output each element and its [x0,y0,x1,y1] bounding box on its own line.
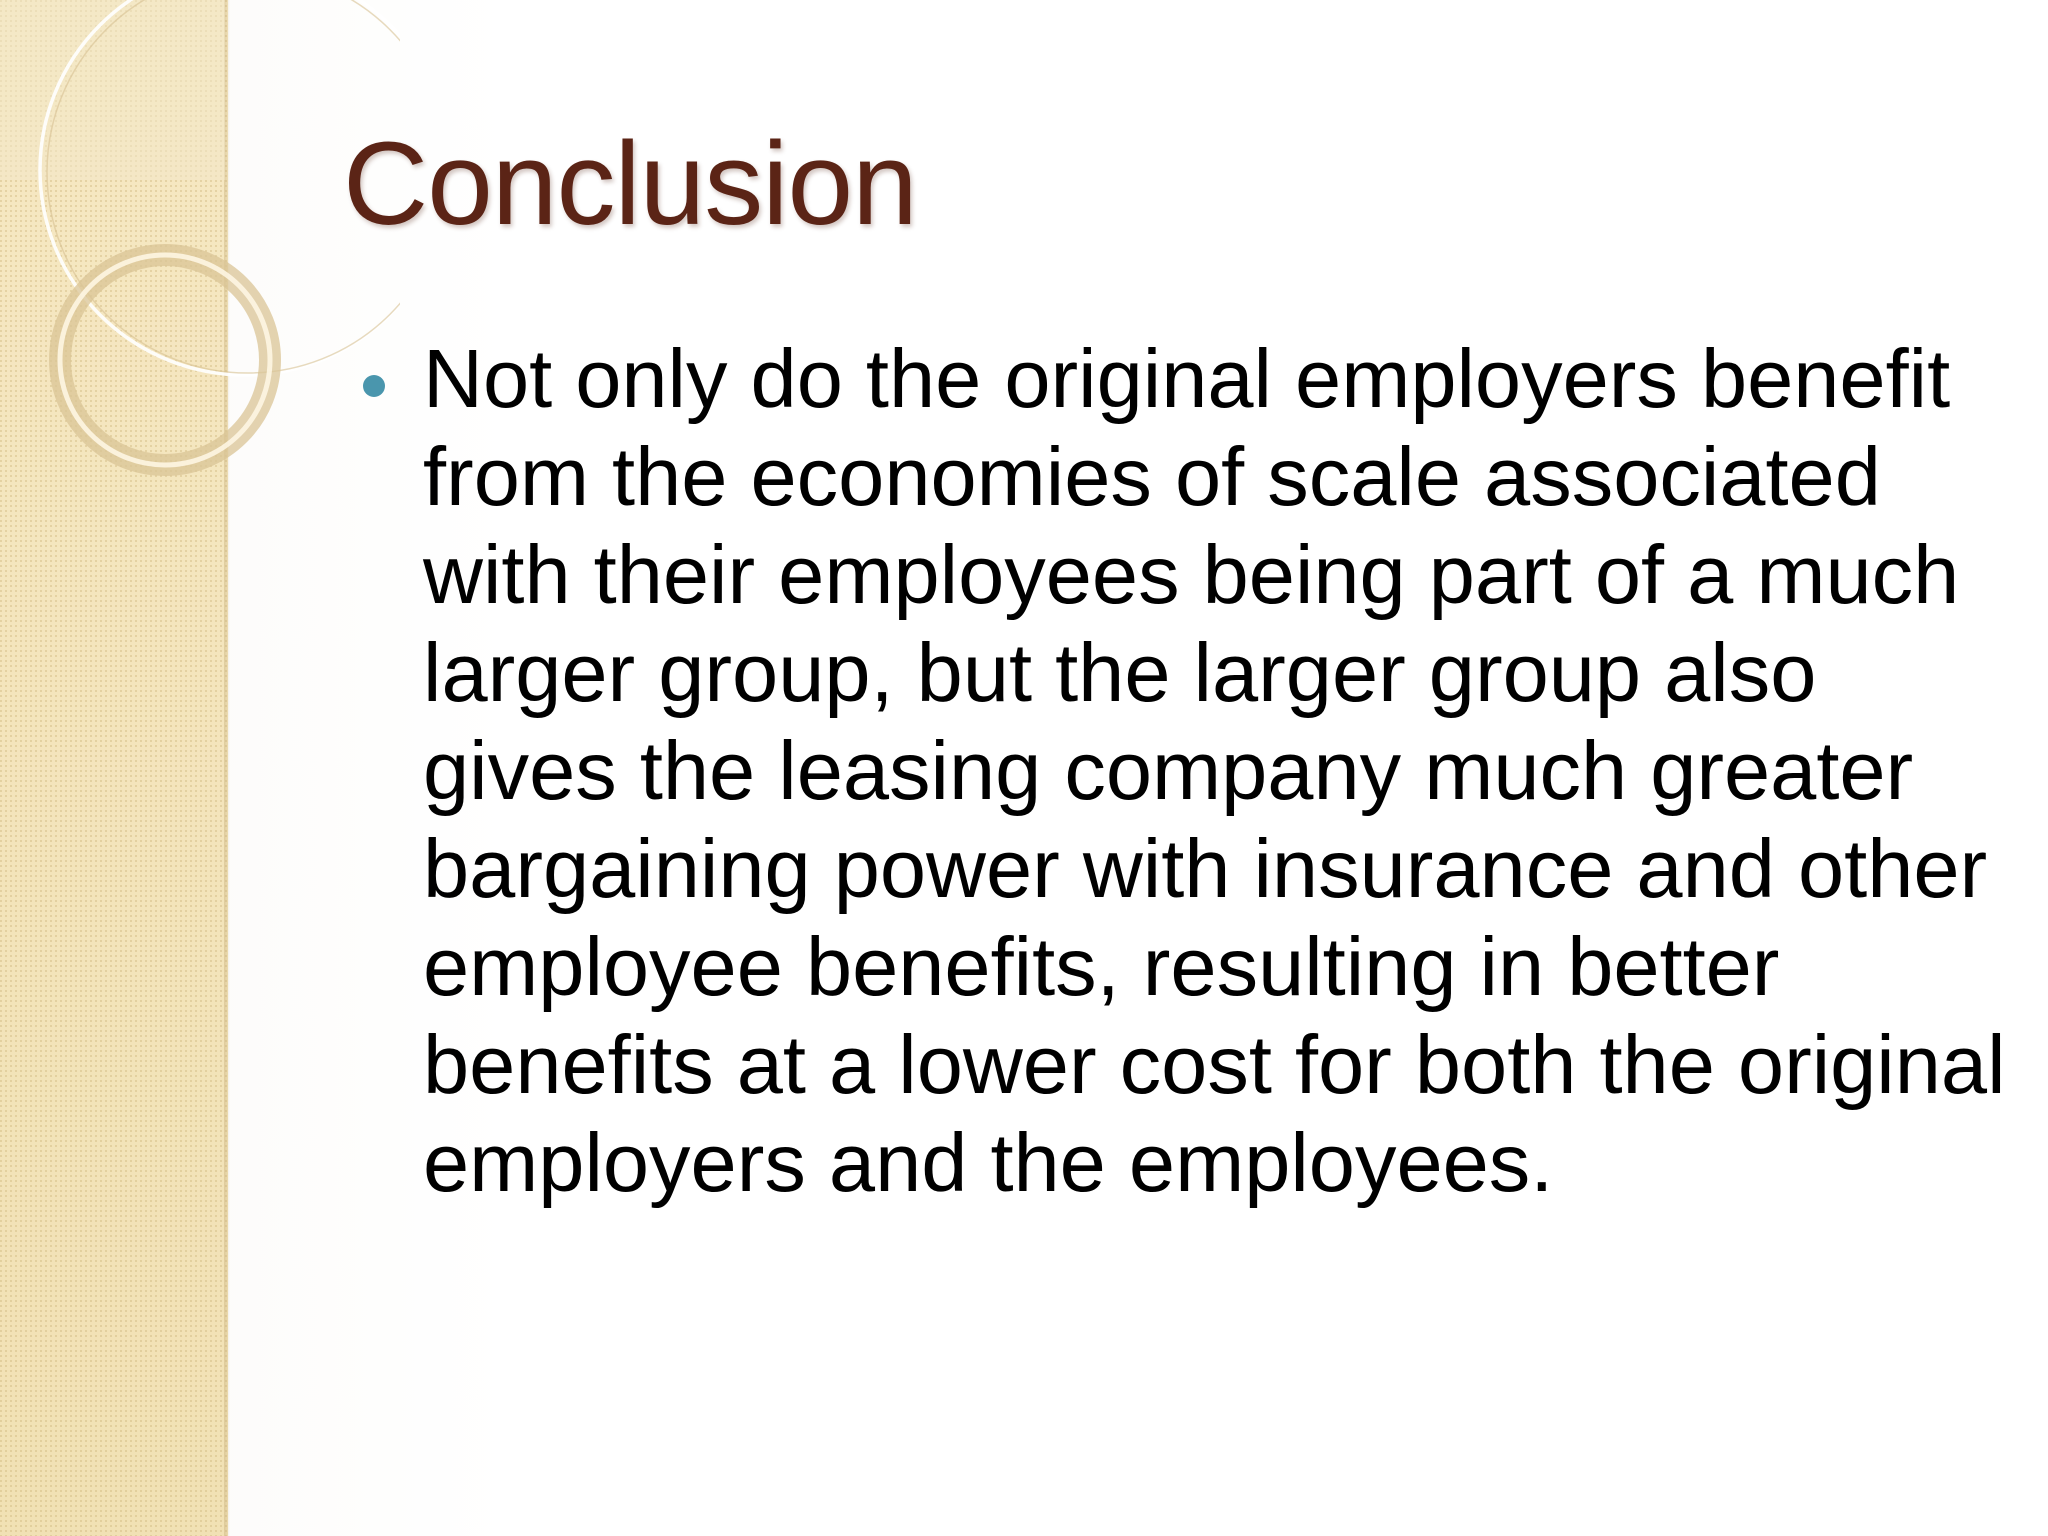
bullet-list [363,330,2013,1212]
bullet-text: Not only do the original employers benefit from the economies of scale associated with their employees being part of a much larger group, but the larger group also gives the leasing company much greater bargaining power with insurance and other employee benefits, resulting in better benefits at a lower cost for both the original employers and the employees. [423,332,2006,1209]
bullet-item [363,330,2013,1212]
ring-decoration-icon [0,0,400,520]
slide-title: Conclusion [343,118,917,250]
bullet-dot-icon [363,375,385,397]
